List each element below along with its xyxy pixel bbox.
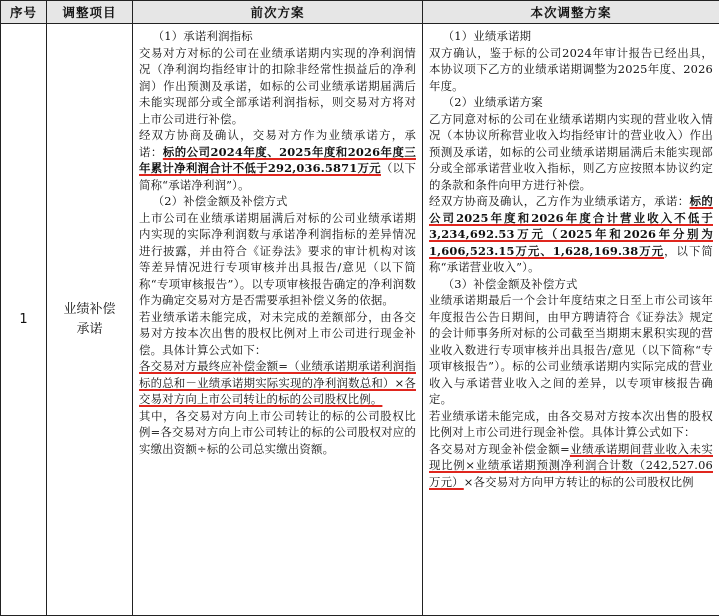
- after-para-1: 双方确认，鉴于标的公司2024年审计报告已经出具，本协议项下乙方的业绩承诺期调整为2025年度、2026年度。: [429, 45, 713, 95]
- before-heading-2: （2）补偿金额及补偿方式: [139, 193, 416, 210]
- row-item: [47, 24, 133, 616]
- before-para-2-tail: （以下简称“承诺净利润”）。: [139, 161, 416, 192]
- after-heading-2: （2）业绩承诺方案: [429, 94, 713, 111]
- header-row: [1, 1, 719, 24]
- before-formula: [139, 358, 416, 408]
- before-para-1: 交易对方对标的公司在业绩承诺期内实现的净利润情况（净利润均指经审计的扣除非经常性损益后的净利润）作出预测及承诺，如标的公司业绩承诺期届满后未能实现部分或全部承诺利润指标，则交易对方将对上市公司进行补偿。: [139, 45, 416, 128]
- before-para-6: 其中，各交易对方向上市公司转让的标的公司股权比例=各交易对方向上市公司转让的标的公司股权对应的实缴出资额÷标的公司总实缴出资额。: [139, 408, 416, 458]
- before-heading-1: （1）承诺利润指标: [139, 28, 416, 45]
- after-heading-3: （3）补偿金额及补偿方式: [429, 276, 713, 293]
- row-item-label: 业绩补偿承诺: [47, 300, 132, 340]
- table-row: [1, 24, 719, 616]
- after-para-4: 业绩承诺期最后一个会计年度结束之日至上市公司该年年度报告公告日期间，由甲方聘请符合《证券法》规定的会计师事务所对标的公司截至当期期末累积实现的营业收入数进行专项审核并出具报告/意见（以下简称“专项审核报告”）。标的公司业绩承诺期内实际完成的营业收入与承诺营业收入之间的差异，以专项审核报告确定。: [429, 292, 713, 408]
- row-seq: 1: [1, 24, 47, 616]
- after-plan-cell: [423, 24, 719, 616]
- after-para-2: 乙方同意对标的公司在业绩承诺期内实现的营业收入情况（本协议所称营业收入均指经审计的营业收入）作出预测及承诺，如标的公司业绩承诺期届满后未能实现部分或全部承诺营业收入指标，则乙方应按照本协议约定的条款和条件向甲方进行补偿。: [429, 111, 713, 194]
- header-after: 本次调整方案: [423, 1, 719, 24]
- before-formula-highlight: 各交易对方最终应补偿金额=（业绩承诺期承诺利润指标的总和－业绩承诺期实际实现的净利润数总和）×各交易对方向上市公司转让的标的公司股权比例。: [139, 359, 416, 406]
- before-para-2-lead: 经双方协商及确认，交易对方作为业绩承诺方，承诺：: [139, 128, 416, 159]
- before-para-4: 若业绩承诺未能完成，对未完成的差额部分，由各交易对方按本次出售的股权比例对上市公司进行现金补偿。具体计算公式如下：: [139, 309, 416, 359]
- after-para-5: 若业绩承诺未能完成，由各交易对方按本次出售的股权比例对上市公司进行现金补偿。具体计算公式如下：: [429, 408, 713, 441]
- after-heading-1: （1）业绩承诺期: [429, 28, 713, 45]
- after-formula: [429, 441, 713, 491]
- after-para-3: [429, 193, 713, 276]
- header-before: 前次方案: [133, 1, 423, 24]
- before-para-3: 上市公司在业绩承诺期届满后对标的公司业绩承诺期内实现的实际净利润数与承诺净利润指标的差异情况进行披露，并由符合《证券法》要求的审计机构对该等差异情况进行专项审核并出具报告/意见（以下简称“专项审核报告”）。以专项审核报告确定的净利润数作为确定交易对方是否需要承担补偿义务的依据。: [139, 210, 416, 309]
- before-commitment-highlight: 标的公司2024年度、2025年度和2026年度三年累计净利润合计不低于292,036.5871万元: [139, 145, 416, 176]
- before-plan-cell: [133, 24, 423, 616]
- header-item: 调整项目: [47, 1, 133, 24]
- after-para-3-tail: ，以下简称“承诺营业收入”）。: [429, 244, 713, 275]
- header-seq: 序号: [1, 1, 47, 24]
- after-formula-lead: 各交易对方现金补偿金额=: [429, 442, 570, 456]
- after-formula-highlight: 业绩承诺期间营业收入未实现比例×业绩承诺期预测净利润合计数（242,527.06万元）: [429, 442, 713, 489]
- after-para-3-lead: 经双方协商及确认，乙方作为业绩承诺方，承诺：: [429, 194, 690, 208]
- after-commitment-highlight: 标的公司2025年度和2026年度合计营业收入不低于3,234,692.53万元（2025年和2026年分别为1,606,523.15万元、1,628,169.38万元: [429, 194, 713, 258]
- before-para-2: [139, 127, 416, 193]
- after-formula-tail: ×各交易对方向甲方转让的标的公司股权比例: [464, 475, 694, 489]
